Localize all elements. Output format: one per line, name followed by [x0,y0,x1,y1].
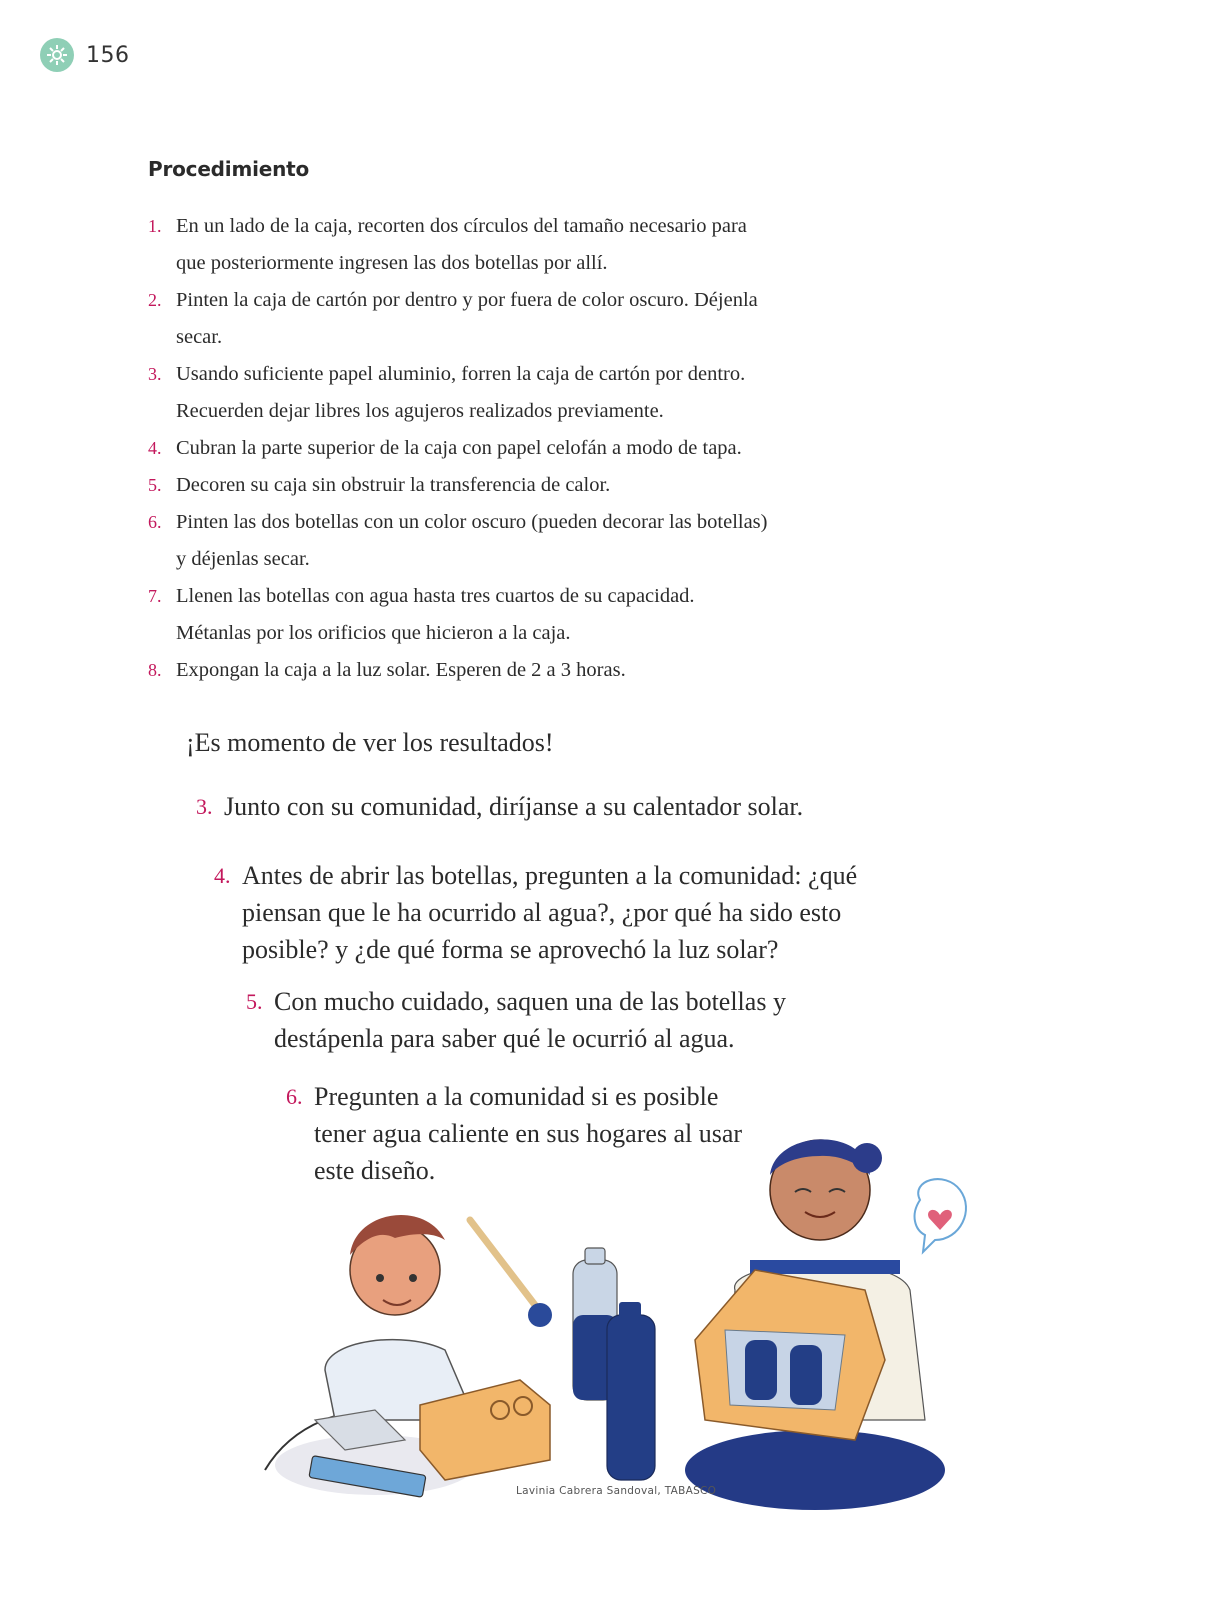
step-number: 3. [148,364,162,384]
question-text: Antes de abrir las botellas, pregunten a la comunidad: ¿qué piensan que le ha ocurrido al agua?, ¿por qué ha sido esto posible? y ¿de qué forma se aprovechó la luz solar? [242,861,858,964]
step-text: Llenen las botellas con agua hasta tres cuartos de su capacidad. Métanlas por los orificios que hicieron a la caja. [176,585,695,644]
step-text: Pinten la caja de cartón por dentro y por fuera de color oscuro. Déjenla secar. [176,289,758,348]
illustration-credit: Lavinia Cabrera Sandoval, TABASCO [516,1485,717,1497]
sun-gear-icon [40,38,74,72]
procedure-step [148,578,768,652]
step-text: Decoren su caja sin obstruir la transferencia de calor. [176,474,611,496]
step-number: 1. [148,216,162,236]
step-number: 6. [148,512,162,532]
procedure-steps [148,208,768,689]
step-number: 4. [148,438,162,458]
step-text: Pinten las dos botellas con un color oscuro (pueden decorar las botellas) y déjenlas secar. [176,511,768,570]
page-badge [40,38,130,72]
page-number: 156 [86,42,130,68]
question-number: 3. [196,794,213,819]
step-number: 8. [148,660,162,680]
question-item [246,983,806,1057]
procedure-step [148,208,768,282]
solar-heater-illustration [255,1120,975,1520]
question-text: Pregunten a la comunidad si es posible tener agua caliente en sus hogares al usar este diseño. [314,1082,743,1185]
question-number: 6. [286,1084,303,1109]
step-text: Usando suficiente papel aluminio, forren la caja de cartón por dentro. Recuerden dejar libres los agujeros realizados previamente. [176,363,746,422]
step-text: Expongan la caja a la luz solar. Esperen de 2 a 3 horas. [176,659,626,681]
results-heading: ¡Es momento de ver los resultados! [186,728,554,757]
procedure-step [148,652,768,689]
question-item [214,857,864,968]
question-text: Junto con su comunidad, diríjanse a su calentador solar. [224,792,804,821]
procedure-title: Procedimiento [148,157,310,181]
step-number: 5. [148,475,162,495]
step-number: 7. [148,586,162,606]
procedure-step [148,356,768,430]
question-text: Con mucho cuidado, saquen una de las botellas y destápenla para saber qué le ocurrió al agua. [274,987,786,1053]
procedure-step [148,430,768,467]
question-item [196,788,856,825]
question-number: 4. [214,863,231,888]
procedure-step [148,467,768,504]
question-number: 5. [246,989,263,1014]
procedure-step [148,504,768,578]
step-text: Cubran la parte superior de la caja con papel celofán a modo de tapa. [176,437,742,459]
step-text: En un lado de la caja, recorten dos círculos del tamaño necesario para que posteriormente ingresen las dos botellas por allí. [176,215,747,274]
procedure-step [148,282,768,356]
step-number: 2. [148,290,162,310]
